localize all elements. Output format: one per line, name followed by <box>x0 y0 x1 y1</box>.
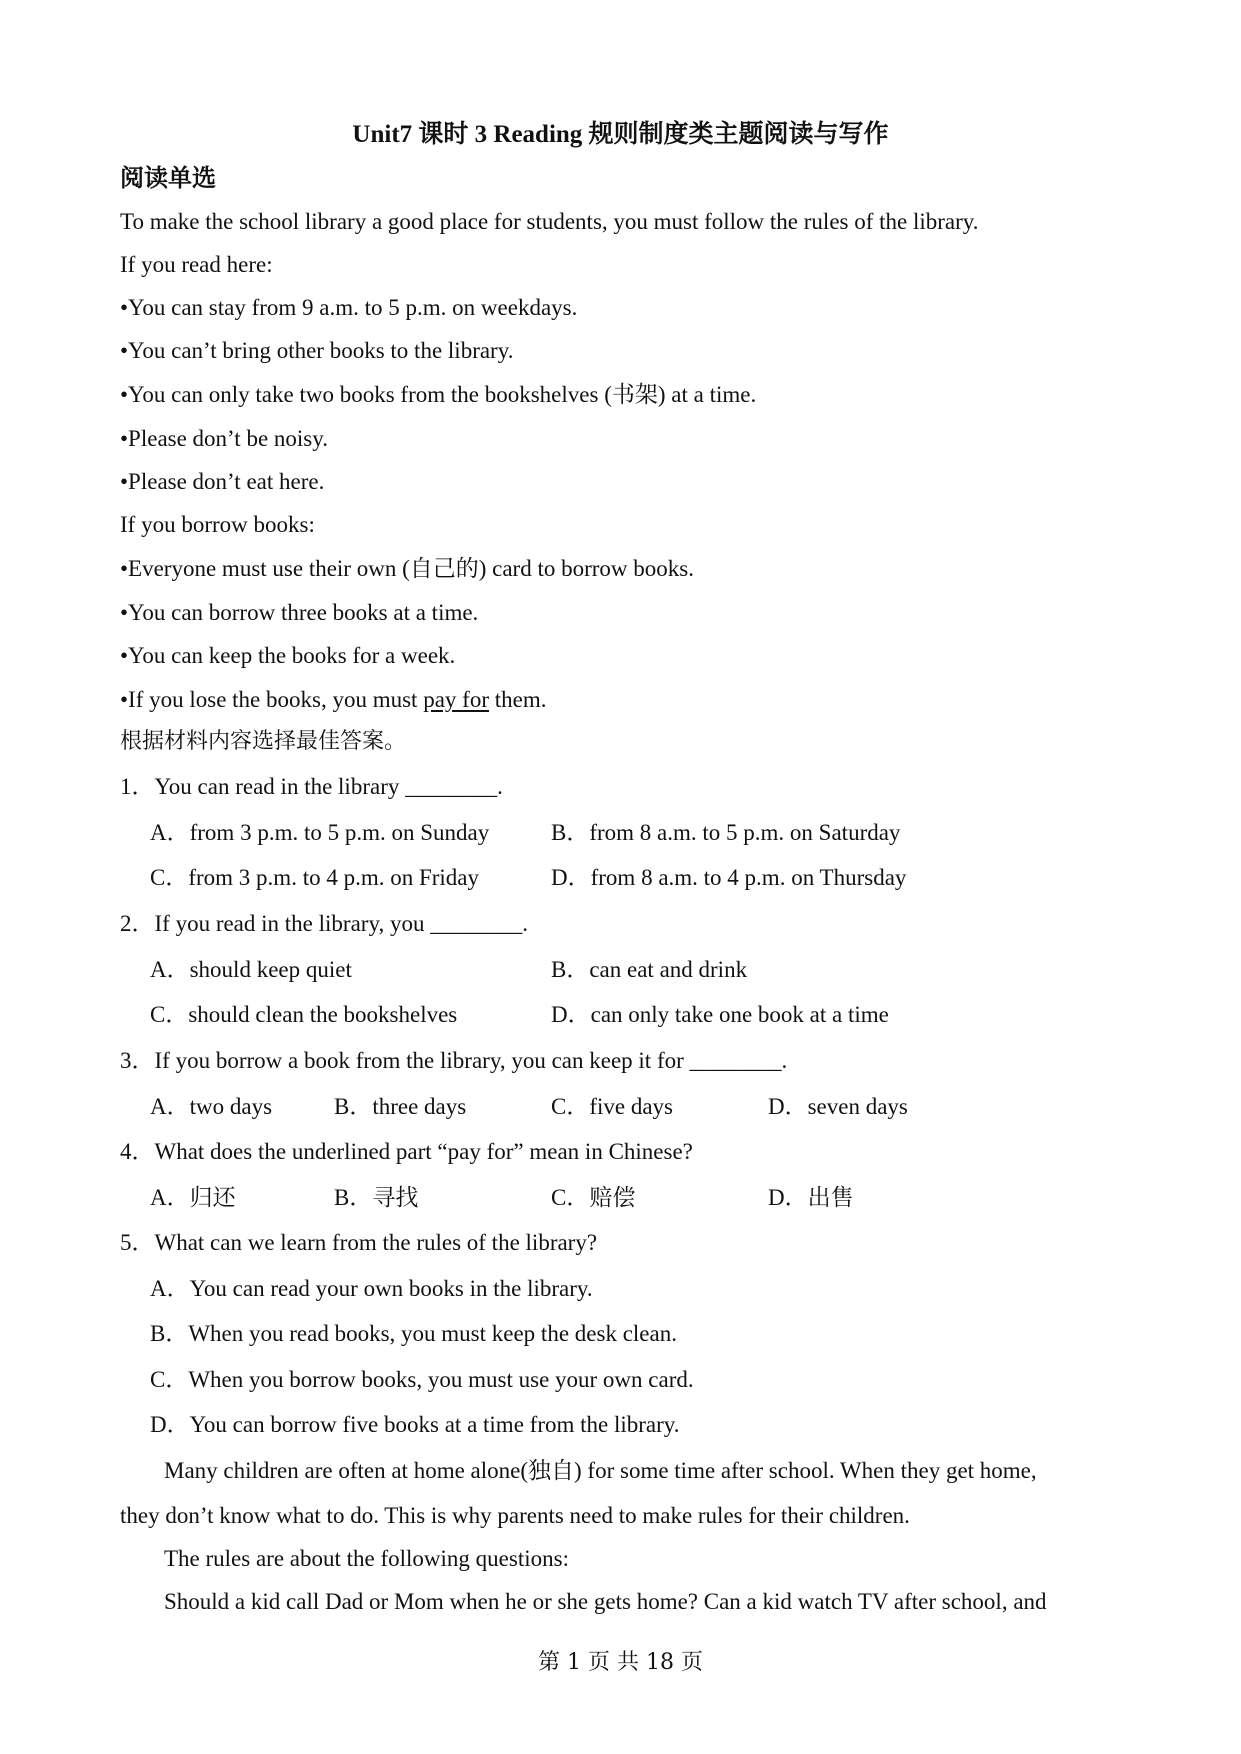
borrow-heading: If you borrow books: <box>120 512 315 537</box>
question-option: B．寻找 <box>334 1185 419 1210</box>
question-option: B．from 8 a.m. to 5 p.m. on Saturday <box>551 820 901 845</box>
read-rule: •You can only take two books from the bookshelves (书架) at a time. <box>120 382 757 407</box>
borrow-rule: •Everyone must use their own (自己的) card to borrow books. <box>120 556 694 581</box>
question-option: D．出售 <box>768 1185 854 1210</box>
question-option: C．from 3 p.m. to 4 p.m. on Friday <box>150 865 480 890</box>
passage2-line: The rules are about the following questions: <box>164 1546 569 1571</box>
question-option: C．赔偿 <box>551 1185 636 1210</box>
question-option: B．three days <box>334 1094 467 1119</box>
question-stem: 1．You can read in the library ________. <box>120 774 503 799</box>
question-option: A．two days <box>150 1094 273 1119</box>
question-option: C．When you borrow books, you must use your own card. <box>150 1367 694 1392</box>
question-option: D．You can borrow five books at a time from the library. <box>150 1412 680 1437</box>
read-rule: •Please don’t be noisy. <box>120 426 328 451</box>
question-option: C．should clean the bookshelves <box>150 1002 458 1027</box>
question-option: D．can only take one book at a time <box>551 1002 889 1027</box>
section-heading: 阅读单选 <box>120 164 216 192</box>
read-rule: •You can stay from 9 a.m. to 5 p.m. on weekdays. <box>120 295 578 320</box>
question-option: D．seven days <box>768 1094 908 1119</box>
passage2-line: Many children are often at home alone(独自) for some time after school. When they get home, <box>164 1458 1037 1483</box>
question-option: D．from 8 a.m. to 4 p.m. on Thursday <box>551 865 907 890</box>
page-title: Unit7 课时 3 Reading 规则制度类主题阅读与写作 <box>352 121 889 148</box>
borrow-rule: •You can keep the books for a week. <box>120 643 456 668</box>
question-option: C．five days <box>551 1094 674 1119</box>
question-stem: 3．If you borrow a book from the library, you can keep it for ________. <box>120 1048 788 1073</box>
read-heading: If you read here: <box>120 252 273 277</box>
read-rule: •Please don’t eat here. <box>120 469 325 494</box>
question-option: A．You can read your own books in the library. <box>150 1276 593 1301</box>
underlined-phrase: pay for <box>423 687 489 712</box>
read-rule: •You can’t bring other books to the library. <box>120 338 514 363</box>
question-stem: 2．If you read in the library, you ________. <box>120 911 528 936</box>
question-option: A．from 3 p.m. to 5 p.m. on Sunday <box>150 820 490 845</box>
page-footer: 第 1 页 共 18 页 <box>538 1650 703 1675</box>
instruction: 根据材料内容选择最佳答案。 <box>120 729 407 754</box>
rule-text: •If you lose the books, you must <box>120 687 424 712</box>
question-option: B．can eat and drink <box>551 957 748 982</box>
question-stem: 5．What can we learn from the rules of the library? <box>120 1230 598 1255</box>
question-option: A．should keep quiet <box>150 957 352 982</box>
passage2-line: they don’t know what to do. This is why parents need to make rules for their children. <box>120 1503 910 1528</box>
question-stem: 4．What does the underlined part “pay for” mean in Chinese? <box>120 1139 693 1164</box>
borrow-rule: •You can borrow three books at a time. <box>120 600 479 625</box>
rule-text: them. <box>488 687 547 712</box>
passage-intro: To make the school library a good place for students, you must follow the rules of the library. <box>120 209 979 234</box>
passage2-line: Should a kid call Dad or Mom when he or she gets home? Can a kid watch TV after school, and <box>164 1589 1047 1614</box>
question-option: B．When you read books, you must keep the desk clean. <box>150 1321 677 1346</box>
question-option: A．归还 <box>150 1185 236 1210</box>
borrow-rule-last <box>120 688 546 711</box>
